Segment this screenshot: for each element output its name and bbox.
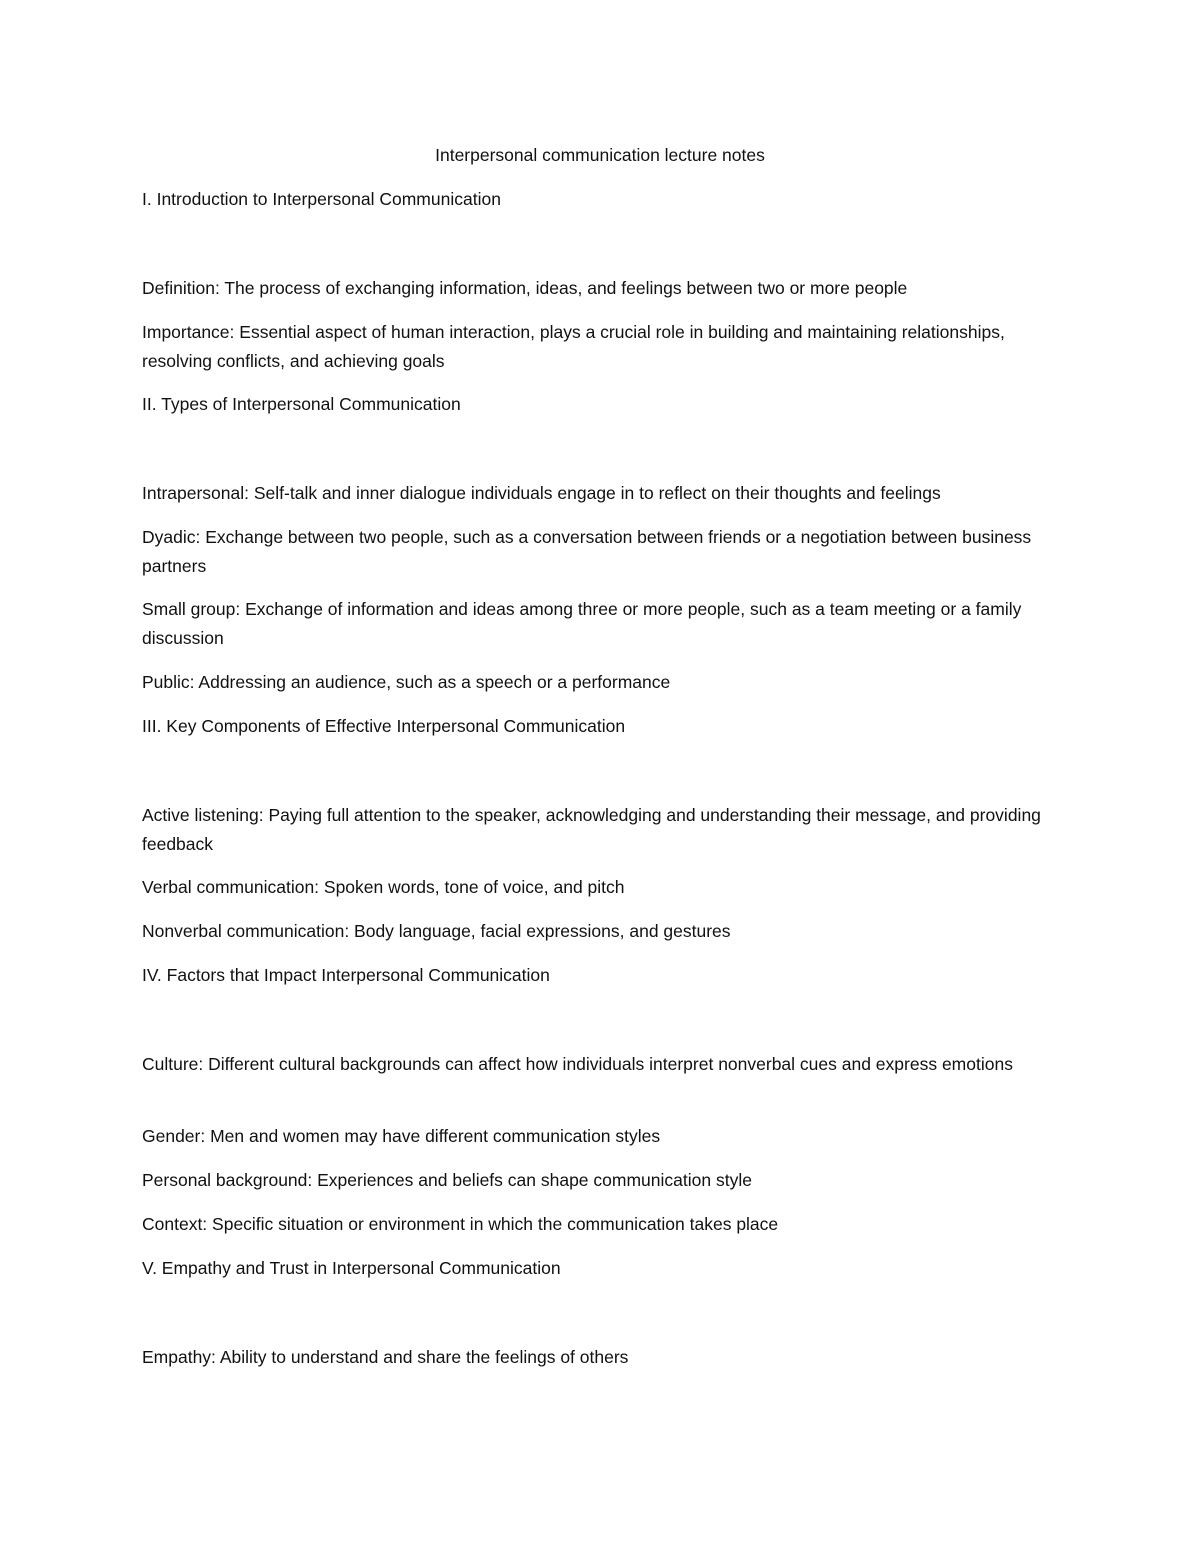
- personal-background-item: Personal background: Experiences and beliefs can shape communication style: [142, 1170, 752, 1190]
- intrapersonal-item: Intrapersonal: Self-talk and inner dialogue individuals engage in to reflect on their thoughts and feelings: [142, 483, 941, 503]
- importance-item: Importance: Essential aspect of human interaction, plays a crucial role in building and maintaining relationships, resolving conflicts, and achieving goals: [142, 322, 1005, 371]
- small-group-item: Small group: Exchange of information and ideas among three or more people, such as a team meeting or a family discussion: [142, 599, 1022, 648]
- dyadic-item: Dyadic: Exchange between two people, such as a conversation between friends or a negotiation between business partners: [142, 527, 1032, 576]
- gender-item: Gender: Men and women may have different communication styles: [142, 1126, 661, 1146]
- section-heading-introduction: I. Introduction to Interpersonal Communication: [142, 189, 501, 209]
- active-listening-item: Active listening: Paying full attention to the speaker, acknowledging and understanding their message, and providing feedback: [142, 805, 1041, 854]
- empathy-item: Empathy: Ability to understand and share the feelings of others: [142, 1347, 629, 1367]
- section-heading-types: II. Types of Interpersonal Communication: [142, 394, 461, 414]
- public-item: Public: Addressing an audience, such as a speech or a performance: [142, 672, 671, 692]
- context-item: Context: Specific situation or environment in which the communication takes place: [142, 1214, 779, 1234]
- section-heading-key-components: III. Key Components of Effective Interpersonal Communication: [142, 716, 626, 736]
- definition-item: Definition: The process of exchanging information, ideas, and feelings between two or more people: [142, 278, 908, 298]
- verbal-communication-item: Verbal communication: Spoken words, tone of voice, and pitch: [142, 877, 625, 897]
- document-title: Interpersonal communication lecture notes: [435, 145, 765, 165]
- section-heading-empathy-trust: V. Empathy and Trust in Interpersonal Communication: [142, 1258, 561, 1278]
- culture-item: Culture: Different cultural backgrounds can affect how individuals interpret nonverbal cues and express emotions: [142, 1054, 1013, 1074]
- section-heading-factors: IV. Factors that Impact Interpersonal Communication: [142, 965, 550, 985]
- nonverbal-communication-item: Nonverbal communication: Body language, facial expressions, and gestures: [142, 921, 731, 941]
